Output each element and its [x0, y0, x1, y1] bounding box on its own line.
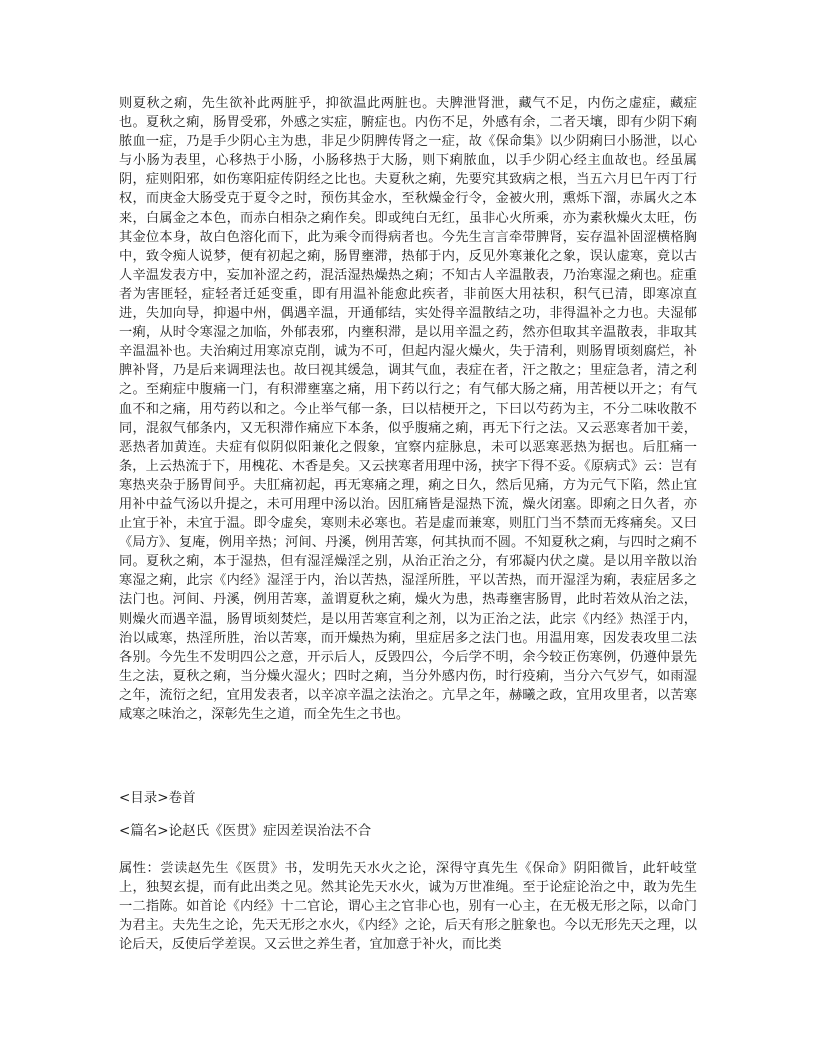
- section-paragraph: 属性：尝读赵先生《医贯》书，发明先天水火之论，深得守真先生《保命》阴阳微旨，此轩岐堂上，独契玄提，而有此出类之见。然其论先天水火，诚为万世准绳。至于论症论治之中，敢为先生一二指陈。如首论《内经》十二官论，谓心主之官非心也，别有一心主，在无极无形之际，以命门为君主。夫先生之论，先天无形之水火，《内经》之论，后天有形之脏象也。今以无形先天之理，以论后天，反使后学差误。又云世之养生者，宜加意于补火，而比类: [119, 861, 697, 953]
- toc-heading: <目录>卷首: [119, 790, 196, 806]
- main-paragraph: 则夏秋之痢，先生欲补此两脏乎，抑欲温此两脏也。夫脾泄肾泄，藏气不足，内伤之虚症，藏症也。夏秋之痢，肠胃受邪，外感之实症，腑症也。内伤不足，外感有余，二者天壤，即有少阴下痢脓血一症，乃是手少阴心主为患，非足少阴脾传肾之一症，故《保命集》以少阴痢曰小肠泄，以心与小肠为表里，心移热于小肠，小肠移热于大肠，则下痢脓血，以手少阴心经主血故也。经虽属阴，症则阳邪，如伤寒阳症传阴经之比也。夫夏秋之痢，先要究其致病之根，当五六月巳午丙丁行权，而庚金大肠受克于夏令之时，预伤其金水，至秋燥金行令，金被火刑，熏烁下溜，赤属火之本来，白属金之本色，而赤白相杂之痢作矣。即或纯白无红，虽非心火所乘，亦为素秋燥火太旺，伤其金位本身，故白色溶化而下，此为乘令而得病者也。今先生言言牵带脾肾，妄存温补固涩横格胸中，致令痴人说梦，便有初起之痢，肠胃壅滞，热郁于内，反见外寒兼化之象，误认虚寒，竟以古人辛温发表方中，妄加补涩之药，混活湿热燥热之痢；不知古人辛温散表，乃治寒湿之痢也。症重者为害匪轻，症轻者迁延变重，即有用温补能愈此疾者，非前医大用祛积，积气已清，即寒凉直进，失加向导，抑遏中州，偶遇辛温，开通郁结，实处得辛温散结之功，非得温补之力也。夫湿郁一痢，从时令寒湿之加临，外郁表邪，内壅积滞，是以用辛温之药，然亦但取其辛温散表，非取其辛温温补也。夫治痢过用寒凉克削，诚为不可，但起内湿火燥火，失于清利，则肠胃顷刻腐烂，补脾补肾，乃是后来调理法也。故曰视其缓急，调其气血，表症在者，汗之散之；里症急者，清之利之。至痢症中腹痛一门，有积滞壅塞之痛，用下药以行之；有气郁大肠之痛，用苦梗以开之；有气血不和之痛，用芍药以和之。今止举气郁一条，曰以桔梗开之，下曰以芍药为主，不分二味收散不同，混叙气郁条内，又无积滞作痛应下本条，似乎腹痛之痢，再无下行之法。又云恶寒者加干姜，恶热者加黄连。夫症有似阴似阳兼化之假象，宜察内症脉息，未可以恶寒恶热为据也。后肛痛一条，上云热流于下，用槐花、木香是矣。又云挟寒者用理中汤，挟字下得不妥。《原病式》云：岂有寒热夹杂于肠胃间乎。夫肛痛初起，再无寒痛之理，痢之日久，然后见痛，方为元气下陷，然止宜用补中益气汤以升提之，未可用理中汤以治。因肛痛皆是湿热下流，燥火闭塞。即痢之日久者，亦止宜于补，未宜于温。即令虚矣，寒则未必寒也。若是虚而兼寒，则肛门当不禁而无疼痛矣。又曰《局方》、复庵，例用辛热；河间、丹溪，例用苦寒，何其执而不圆。不知夏秋之痢，与四时之痢不同。夏秋之痢，本于湿热，但有湿淫燥淫之别，从治正治之分，有邪凝内伏之虞。是以用辛散以治寒湿之痢，此宗《内经》湿淫于内，治以苦热，湿淫所胜，平以苦热，而开湿淫为痢，表症居多之法门也。河间、丹溪，例用苦寒，盖谓夏秋之痢，燥火为患，热毒壅害肠胃，此时若效从治之法，则燥火而遇辛温，肠胃顷刻焚烂，是以用苦寒宣利之剂，以为正治之法，此宗《内经》热淫于内，治以咸寒，热淫所胜，治以苦寒，而开燥热为痢，里症居多之法门也。用温用寒，因发表攻里二法各别。今先生不发明四公之意，开示后人，反毁四公，今后学不明，余今较正伤寒例，仍遵仲景先生之法，夏秋之痢，当分燥火湿火；四时之痢，当分外感内伤，时行疫痢，当分六气岁气，如雨湿之年，流衍之纪，宜用发表者，以辛凉辛温之法治之。亢旱之年，赫曦之政，宜用攻里者，以苦寒咸寒之味治之，深彰先生之道，而全先生之书也。: [119, 96, 697, 722]
- chapter-heading: <篇名>论赵氏《医贯》症因差误治法不合: [119, 823, 372, 839]
